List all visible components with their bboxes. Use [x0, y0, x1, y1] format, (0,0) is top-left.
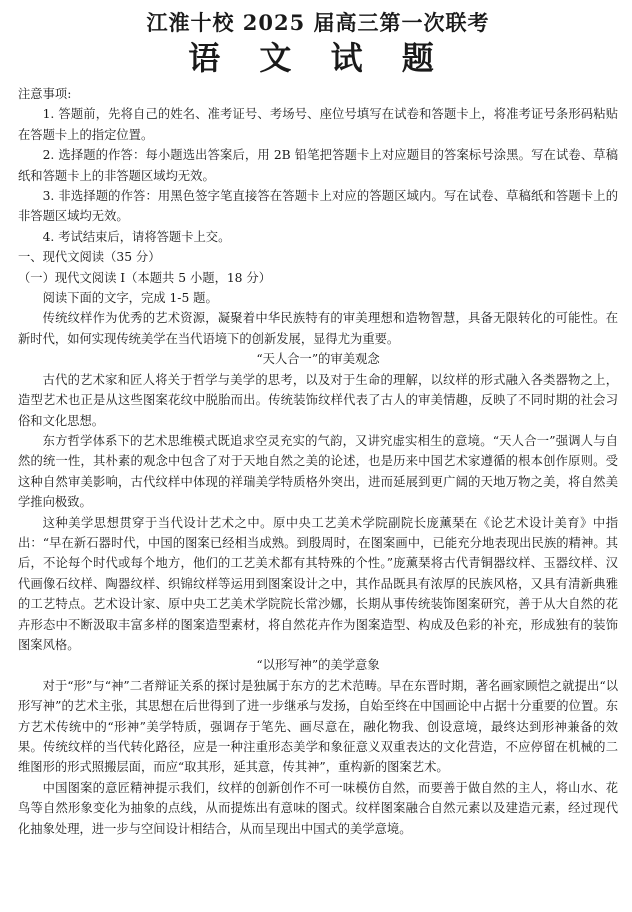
exam-title: 江淮十校 2025 届高三第一次联考 — [146, 10, 490, 35]
passage-paragraph-5: 中国图案的意匠精神提示我们，纹样的创新创作不可一味模仿自然，而要善于做自然的主人，将山水、花鸟等自然形象变化为抽象的点线，从而提炼出有意味的图式。纹样图案融合自然元素以及建造元素，经过现代化抽象处理，进一步与空间设计相结合，从而呈现出中国式的美学意境。 — [18, 780, 618, 836]
passage-heading-2: “以形写神”的美学意象 — [256, 658, 380, 673]
notice-heading: 注意事项: — [18, 87, 72, 101]
notice-item-1: 1. 答题前，先将自己的姓名、准考证号、考场号、座位号填写在试卷和答题卡上，将准考证号条形码粘贴在答题卡上的指定位置。 — [18, 107, 618, 142]
passage-paragraph-3: 这种美学思想贯穿于当代设计艺术之中。原中央工艺美术学院副院长庞薰琹在《论艺术设计美育》中指出：“早在新石器时代，中国的图案已经相当成熟。到殷周时，在图案画中，已能充分地表现出民族的精神。其后，不论每个时代或每个地方，他们的工艺美术都有其特殊的个性。”庞薰琹将古代青铜器纹样、玉器纹样、汉代画像石纹样、陶器纹样、织锦纹样等运用到图案设计之中，其作品既具有浓厚的民族风格，又具有清新典雅的工艺特点。艺术设计家、原中央工艺美术学院院长常沙娜，长期从事传统装饰图案研究，善于从大自然的花卉形态中不断汲取丰富多样的图案造型素材，将自然花卉作为图案造型、构成及色彩的补充，形成独有的装饰图案风格。 — [18, 515, 618, 652]
reading-instruction: 阅读下面的文字，完成 1-5 题。 — [42, 291, 218, 306]
subject-title: 语 文 试 题 — [188, 39, 448, 77]
notice-item-3: 3. 非选择题的作答：用黑色签字笔直接答在答题卡上对应的答题区域内。写在试卷、草稿纸和答题卡上的非答题区域均无效。 — [18, 189, 618, 224]
notice-item-4: 4. 考试结束后，请将答题卡上交。 — [42, 229, 231, 244]
subsection-title: （一）现代文阅读 I（本题共 5 小题，18 分） — [18, 270, 272, 285]
notice-item-2: 2. 选择题的作答：每小题选出答案后，用 2B 铅笔把答题卡上对应题目的答案标号涂黑。写在试卷、草稿纸和答题卡上的非答题区域均无效。 — [18, 148, 618, 183]
passage-intro: 传统纹样作为优秀的艺术资源，凝聚着中华民族特有的审美理想和造物智慧，具备无限转化的可能性。在新时代，如何实现传统美学在当代语境下的创新发展，显得尤为重要。 — [18, 311, 618, 346]
passage-paragraph-2: 东方哲学体系下的艺术思维模式既追求空灵充实的气韵，又讲究虚实相生的意境。“天人合一”强调人与自然的统一性，其朴素的观念中包含了对于天地自然之美的论述，也是历来中国艺术家遵循的根本创作原则。受这种自然审美影响，古代纹样中体现的祥瑞美学特质格外突出，进而延展到更广阔的天地万物之美，将自然美学推向极致。 — [18, 433, 618, 510]
section-title: 一、现代文阅读（35 分） — [18, 250, 161, 265]
passage-heading-1: “天人合一”的审美观念 — [256, 352, 380, 367]
passage-paragraph-1: 古代的艺术家和匠人将关于哲学与美学的思考，以及对于生命的理解，以纹样的形式融入各类器物之上，造型艺术也正是从这些图案花纹中脱胎而出。传统装饰纹样代表了古人的审美情趣，反映了不同时期的社会习俗和文化思想。 — [18, 372, 618, 428]
passage-paragraph-4: 对于“形”与“神”二者辩证关系的探讨是独属于东方的艺术范畴。早在东晋时期，著名画家顾恺之就提出“以形写神”的艺术主张，其思想在后世得到了进一步继承与发扬，自始至终在中国画论中占据十分重要的位置。东方艺术传统中的“形神”美学特质，强调存于笔先、画尽意在，融化物我、创设意境，最终达到形神兼备的效果。传统纹样的当代转化路径，应是一种注重形态美学和象征意义双重表达的文化营造，不应停留在机械的二维图形的形式照搬层面，而应“取其形，延其意，传其神”，重构新的图案艺术。 — [18, 678, 618, 775]
